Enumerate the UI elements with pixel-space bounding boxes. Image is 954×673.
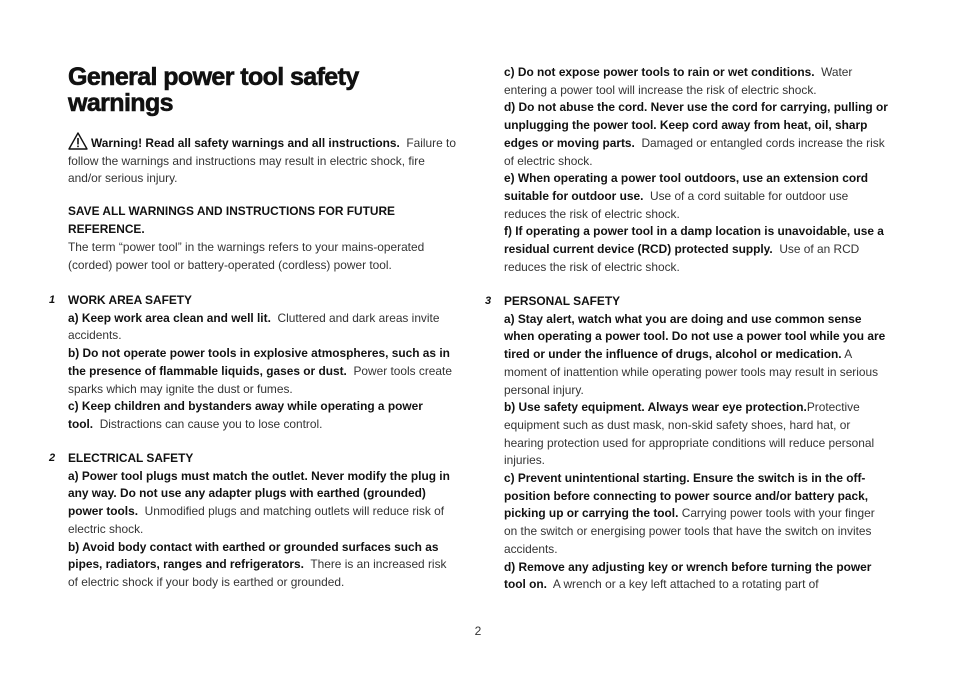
section-heading: WORK AREA SAFETY xyxy=(68,293,192,307)
item-bold: c) Keep children and bystanders away while operating a power tool. xyxy=(68,399,423,431)
item-text: Use of an RCD reduces the risk of electric shock. xyxy=(504,242,860,274)
section-heading: PERSONAL SAFETY xyxy=(504,294,621,308)
item-bold: b) Avoid body contact with earthed or grounded surfaces such as pipes, radiators, ranges and refrigerators. xyxy=(68,539,439,572)
list-item xyxy=(504,64,888,99)
item-text: Water entering a power tool will increase the risk of electric shock. xyxy=(504,65,853,97)
list-item xyxy=(68,539,452,592)
item-bold: e) When operating a power tool outdoors, use an extension cord suitable for outdoor use. xyxy=(504,171,869,203)
section-number: 1 xyxy=(49,294,56,306)
section-electrical-safety xyxy=(49,450,452,592)
warning-paragraph xyxy=(68,132,458,188)
list-item xyxy=(68,310,452,345)
warning-triangle-icon xyxy=(68,132,88,150)
item-bold: a) Stay alert, watch what you are doing and use common sense when operating a power tool. Do not use a power tool while you are tired or under the influence of drugs, alcohol or medication. xyxy=(504,311,886,362)
item-bold: a) Power tool plugs must match the outlet. Never modify the plug in any way. Do not use any adapter plugs with earthed (grounded) power tools. xyxy=(68,468,450,519)
item-text: Carrying power tools with your finger on the switch or energising power tools that have the switch on invites accidents. xyxy=(504,506,875,556)
save-heading: SAVE ALL WARNINGS AND INSTRUCTIONS FOR FUTURE REFERENCE. xyxy=(68,204,395,236)
page-title: General power tool safety warnings xyxy=(68,63,359,117)
list-item xyxy=(68,468,452,539)
item-bold: a) Keep work area clean and well lit. xyxy=(68,310,271,325)
section-number: 2 xyxy=(49,452,56,464)
list-item xyxy=(504,170,888,223)
list-item xyxy=(504,223,888,276)
save-text: The term “power tool” in the warnings refers to your mains-operated (corded) power tool or battery-operated (cordless) power tool. xyxy=(68,239,425,272)
list-item xyxy=(504,311,888,400)
warning-text: Failure to follow the warnings and instructions may result in electric shock, fire and/or serious injury. xyxy=(68,136,456,186)
section-electrical-safety-continued xyxy=(504,64,888,276)
section-heading: ELECTRICAL SAFETY xyxy=(68,451,194,465)
page-number: 2 xyxy=(474,624,482,638)
item-bold: f) If operating a power tool in a damp location is unavoidable, use a residual current device (RCD) protected supply. xyxy=(504,224,884,257)
section-work-area-safety xyxy=(49,292,452,434)
item-bold: b) Use safety equipment. Always wear eye protection. xyxy=(504,400,807,415)
item-text: Protective equipment such as dust mask, non-skid safety shoes, hard hat, or hearing protection used for appropriate conditions will reduce personal injuries. xyxy=(504,400,875,468)
save-instructions xyxy=(68,203,452,274)
item-text: Distractions can cause you to lose control. xyxy=(99,416,323,431)
list-item xyxy=(504,470,888,559)
item-bold: c) Prevent unintentional starting. Ensure the switch is in the off-position before connecting to power source and/or battery pack, picking up or carrying the tool. xyxy=(504,471,869,521)
item-text: Cluttered and dark areas invite accidents. xyxy=(68,310,440,343)
warning-bold: Warning! Read all safety warnings and all instructions. xyxy=(91,136,400,150)
item-text: A wrench or a key left attached to a rotating part of xyxy=(552,577,819,592)
list-item xyxy=(68,398,452,433)
list-item xyxy=(504,99,888,170)
list-item xyxy=(504,559,888,594)
section-personal-safety xyxy=(485,293,888,594)
item-text: Power tools create sparks which may ignite the dust or fumes. xyxy=(68,363,452,396)
item-text: Use of a cord suitable for outdoor use reduces the risk of electric shock. xyxy=(504,188,849,221)
item-text: There is an increased risk of electric shock if your body is earthed or grounded. xyxy=(68,557,447,589)
item-bold: d) Do not abuse the cord. Never use the cord for carrying, pulling or unplugging the power tool. Keep cord away from heat, oil, sharp edges or moving parts. xyxy=(504,100,888,150)
section-number: 3 xyxy=(485,295,492,307)
list-item xyxy=(68,345,452,398)
item-bold: b) Do not operate power tools in explosive atmospheres, such as in the presence of flammable liquids, gases or dust. xyxy=(68,346,450,378)
item-bold: d) Remove any adjusting key or wrench before turning the power tool on. xyxy=(504,559,872,592)
item-text: Damaged or entangled cords increase the risk of electric shock. xyxy=(504,135,885,168)
list-item xyxy=(504,399,888,470)
item-text: A moment of inattention while operating power tools may result in serious personal injury. xyxy=(504,347,879,397)
item-text: Unmodified plugs and matching outlets will reduce risk of electric shock. xyxy=(68,504,445,536)
item-bold: c) Do not expose power tools to rain or wet conditions. xyxy=(504,65,815,79)
